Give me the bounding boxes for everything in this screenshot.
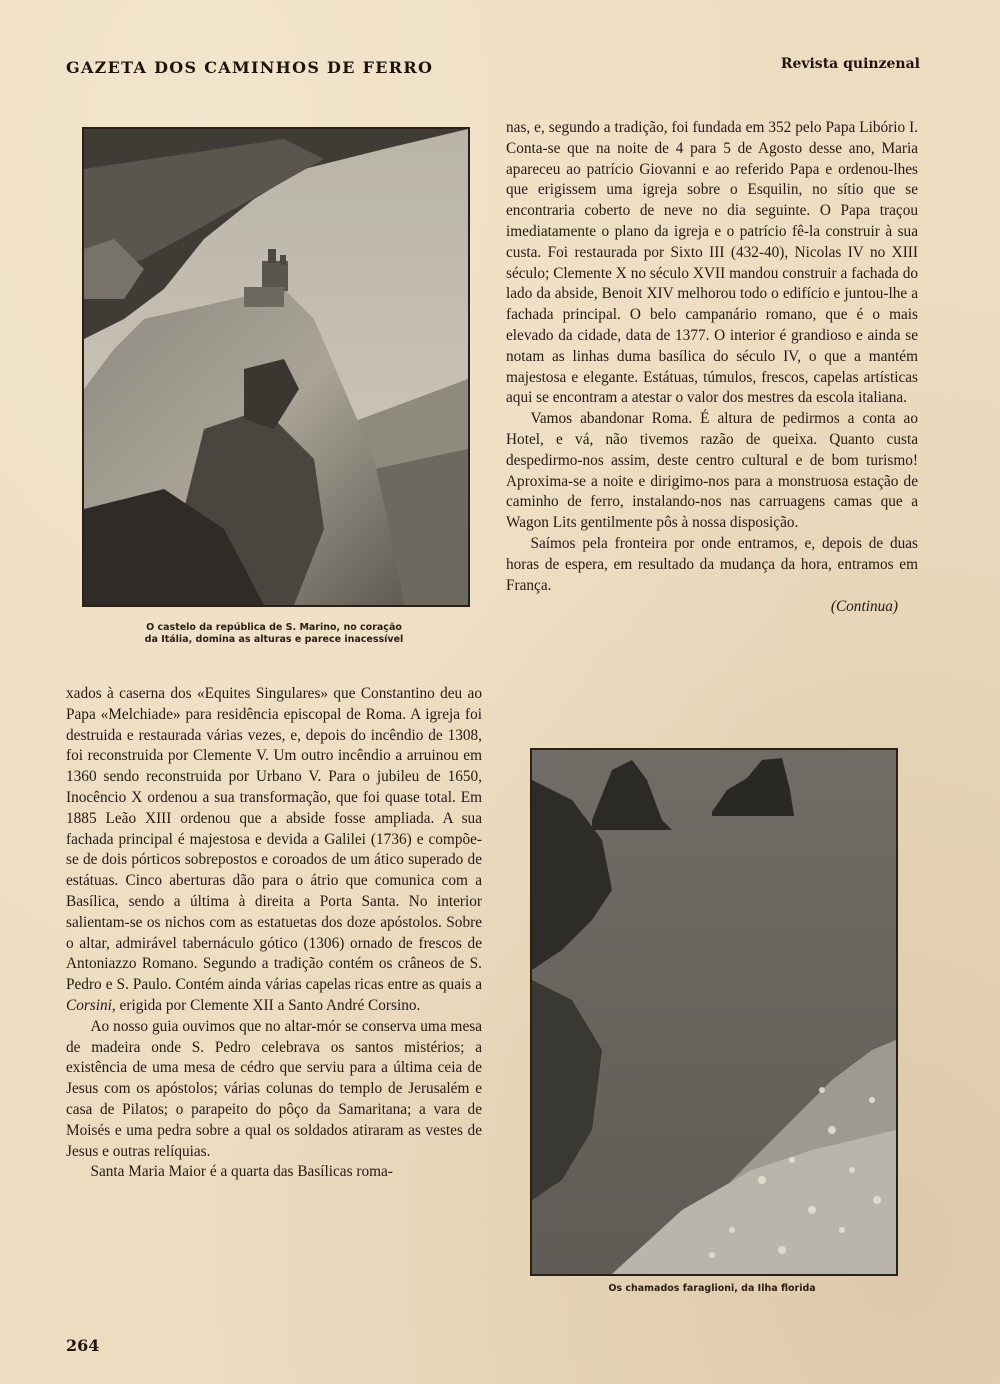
- left-paragraph-2: Ao nosso guia ouvimos que no altar-mór se conserva uma mesa de madeira onde S. Pedro celebrava os santos mistérios; a existência de uma mesa de cédro que serviu para a última ceia de Jesus com os apóstolos; várias colunas do templo de Jerusalém e casa de Pilatos; o parapeito do pôço da Samaritana; a vara de Moisés e uma pedra sobre a qual os soldados atiraram as vestes de Jesus e outras relíquias.: [66, 1017, 482, 1160]
- castle-caption: [82, 622, 466, 646]
- left-paragraph-1-italic: Corsini: [66, 996, 112, 1014]
- right-paragraph-2: Vamos abandonar Roma. É altura de pedirmos a conta ao Hotel, e vá, não tivemos razão de queixa. Quanto custa despedirmo-nos assim, deste centro cultural e de bom turismo! Aproxima-se a noite e dirigimo-nos para a monstruosa estação de caminho de ferro, instalando-nos nas carruagens camas que a Wagon Lits gentilmente pôs à nossa disposição.: [506, 410, 918, 532]
- faraglioni-photo: [530, 748, 898, 1276]
- right-column: [506, 118, 918, 618]
- right-paragraph-1: nas, e, segundo a tradição, foi fundada em 352 pelo Papa Libório I. Conta-se que na noite de 4 para 5 de Agosto desse ano, Maria apareceu ao patrício Giovanni e ao referido Papa e ordenou-lhes que erigissem uma igreja sobre o Esquilin, no sítio que se encontraria coberto de neve no dia seguinte. O Papa traçou imediatamente o plano da igreja e o patrício fê-la construir à sua custa. Foi restaurada por Sixto III (432-40), Nicolas IV no XIII século; Clemente X no século XVII mandou construir a fachada do lado da abside, Benoit XIV melhorou todo o edifício e juntou-lhe a fachada principal. O belo campanário romano, que é o mais elevado da cidade, data de 1377. O interior é grandioso e ainda se notam as linhas duma basílica do século IV, o que a mantém majestosa e elegante. Estátuas, túmulos, frescos, capelas artísticas aqui se encontram a atestar o valor dos mestres da escola italiana.: [506, 119, 918, 407]
- castle-caption-line-2: da Itália, domina as alturas e parece inacessível: [144, 634, 404, 645]
- faraglioni-photo-illustration: [532, 750, 896, 1274]
- magazine-title: GAZETA DOS CAMINHOS DE FERRO: [66, 58, 434, 77]
- faraglioni-caption: Os chamados faraglioni, da Ilha florida: [608, 1283, 816, 1294]
- right-paragraph-3: Saímos pela fronteira por onde entramos, e, depois de duas horas de espera, em resultado da mudança da hora, entramos em França.: [506, 534, 918, 594]
- page-number: 264: [66, 1336, 100, 1355]
- left-paragraph-3: Santa Maria Maior é a quarta das Basílicas roma-: [90, 1163, 393, 1181]
- castle-caption-line-1: O castelo da república de S. Marino, no coração: [146, 622, 402, 633]
- left-paragraph-1-tail: , erigida por Clemente XII a Santo André Corsino.: [111, 996, 421, 1014]
- left-column: [66, 684, 482, 1183]
- left-paragraph-1: [66, 684, 482, 1017]
- magazine-subtitle: Revista quinzenal: [780, 56, 920, 72]
- castle-photo-illustration: [84, 129, 468, 605]
- continua-note: (Continua): [830, 598, 898, 616]
- left-paragraph-1-text: xados à caserna dos «Equites Singulares» que Constantino deu ao Papa «Melchiade» para residência episcopal de Roma. A igreja foi destruida e restaurada várias vezes, e, depois do incêndio de 1308, foi reconstruida por Clemente V. Um outro incêndio a arruinou em 1360 sendo reconstruida por Urbano V. Para o jubileu de 1650, Inocêncio X ordenou a sua transformação, que foi quase total. Em 1885 Leão XIII ordenou que a abside fosse ampliada. A sua fachada principal é majestosa e devida a Galilei (1736) e compõe-se de dois pórticos sobrepostos e coroados de um ático superado de estátuas. Cinco aberturas dão para o átrio que comunica com a Basílica, sendo a última à direita a Porta Santa. No interior salientam-se os nichos com as estatuetas dos doze apóstolos. Sobre o altar, admirável tabernáculo gótico (1306) ornado de frescos de Antoniazzo Romano. Segundo a tradição contém os crâneos de S. Pedro e S. Paulo. Contém ainda várias capelas ricas entre as quais a: [66, 685, 482, 994]
- castle-photo: [82, 127, 470, 607]
